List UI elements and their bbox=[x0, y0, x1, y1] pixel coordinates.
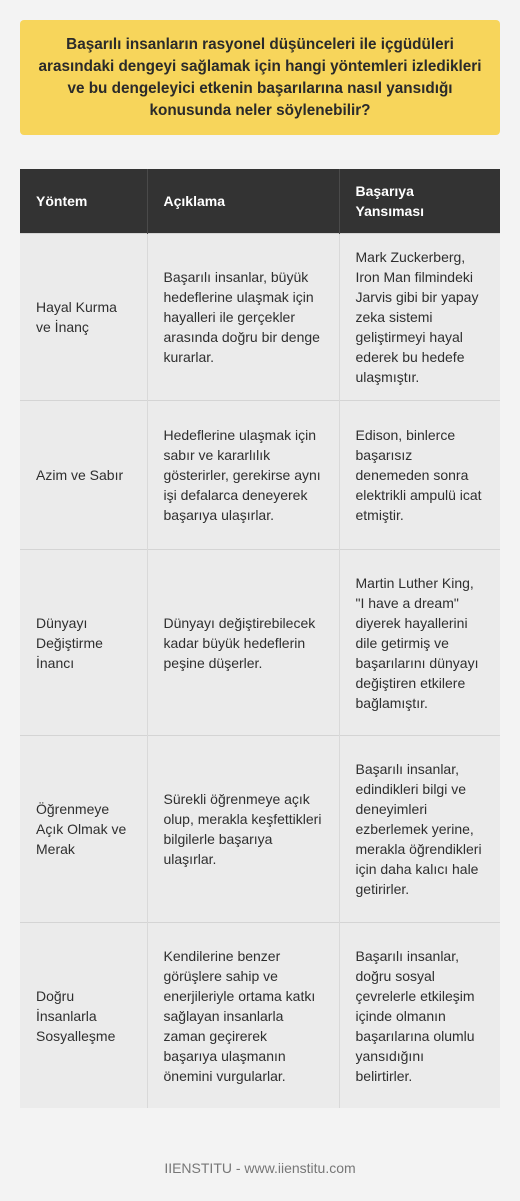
header-impact: Başarıya Yansıması bbox=[339, 169, 500, 234]
cell-impact: Başarılı insanlar, doğru sosyal çevrelerle etkileşim içinde olmanın başarılarına olumlu yansıdığını belirtirler. bbox=[339, 923, 500, 1109]
cell-description: Sürekli öğrenmeye açık olup, merakla keşfettikleri bilgilerle başarıya ulaşırlar. bbox=[147, 736, 339, 923]
cell-impact: Başarılı insanlar, edindikleri bilgi ve deneyimleri ezberlemek yerine, merakla öğrendikleri için daha kalıcı hale getirirler. bbox=[339, 736, 500, 923]
methods-table bbox=[20, 169, 500, 1108]
cell-method: Hayal Kurma ve İnanç bbox=[20, 234, 147, 401]
header-description: Açıklama bbox=[147, 169, 339, 234]
table-row bbox=[20, 550, 500, 736]
question-box bbox=[20, 20, 500, 135]
table-row bbox=[20, 234, 500, 401]
cell-method: Doğru İnsanlarla Sosyalleşme bbox=[20, 923, 147, 1109]
cell-description: Dünyayı değiştirebilecek kadar büyük hedeflerin peşine düşerler. bbox=[147, 550, 339, 736]
cell-description: Hedeflerine ulaşmak için sabır ve kararlılık gösterirler, gerekirse aynı işi defalarca deneyerek başarıya ulaşırlar. bbox=[147, 401, 339, 550]
cell-description: Kendilerine benzer görüşlere sahip ve enerjileriyle ortama katkı sağlayan insanlarla zaman geçirerek başarıya ulaşmanın önemini vurgularlar. bbox=[147, 923, 339, 1109]
table-row bbox=[20, 736, 500, 923]
footer-credit: IIENSTITU - www.iienstitu.com bbox=[164, 1160, 356, 1176]
cell-impact: Mark Zuckerberg, Iron Man filmindeki Jarvis gibi bir yapay zeka sistemi geliştirmeyi hayal ederek bu hedefe ulaşmıştır. bbox=[339, 234, 500, 401]
cell-impact: Edison, binlerce başarısız denemeden sonra elektrikli ampulü icat etmiştir. bbox=[339, 401, 500, 550]
cell-method: Azim ve Sabır bbox=[20, 401, 147, 550]
cell-impact: Martin Luther King, "I have a dream" diyerek hayallerini dile getirmiş ve başarılarını dünyayı değiştiren etkilere bağlamıştır. bbox=[339, 550, 500, 736]
table-row bbox=[20, 923, 500, 1109]
table-header-row bbox=[20, 169, 500, 234]
table-row bbox=[20, 401, 500, 550]
question-text: Başarılı insanların rasyonel düşünceleri ile içgüdüleri arasındaki dengeyi sağlamak için hangi yöntemleri izledikleri ve bu dengeleyici etkenin başarılarına nasıl yansıdığı konusunda neler söylenebilir? bbox=[38, 35, 482, 119]
header-method: Yöntem bbox=[20, 169, 147, 234]
cell-description: Başarılı insanlar, büyük hedeflerine ulaşmak için hayalleri ile gerçekler arasında doğru bir denge kurarlar. bbox=[147, 234, 339, 401]
cell-method: Dünyayı Değiştirme İnancı bbox=[20, 550, 147, 736]
cell-method: Öğrenmeye Açık Olmak ve Merak bbox=[20, 736, 147, 923]
